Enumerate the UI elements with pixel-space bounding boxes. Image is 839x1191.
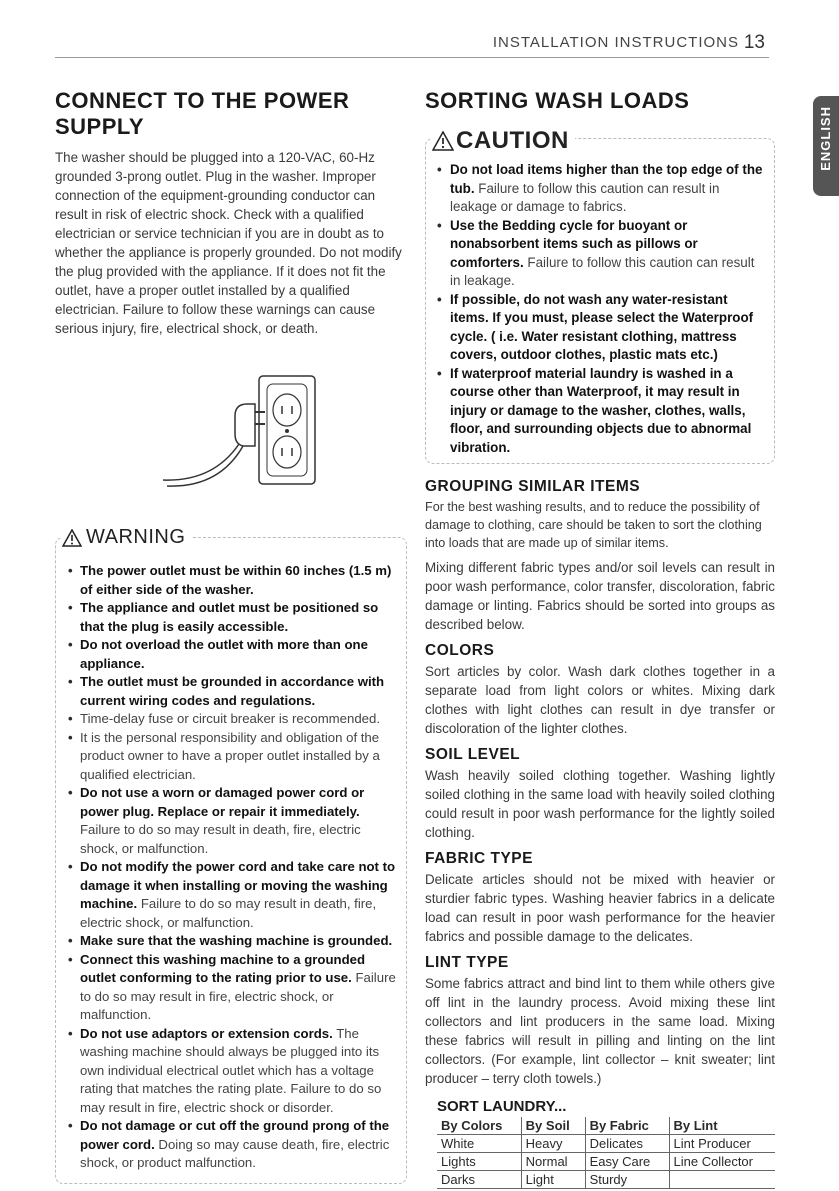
warning-triangle-icon [62,529,82,547]
warning-item: • Connect this washing machine to a grounded outlet conforming to the rating prior to use. Failure to do so may result in fire, electric shock, or malfunction. [66,951,396,1025]
warning-item: • Do not use adaptors or extension cords. The washing machine should always be plugged into its own individual electrical outlet which has a voltage rating that matches the rating plate. Failure to do so may result in fire, electric shock or disorder. [66,1025,396,1118]
lint-title: LINT TYPE [425,954,509,971]
grouping-paragraph-2: Mixing different fabric types and/or soil levels can result in poor wash performance, color transfer, discoloration, fabric damage or linting. Fabrics should be sorted into groups as described below. [425,560,775,632]
caution-triangle-icon [432,131,454,151]
table-header: By Lint [669,1117,775,1135]
lint-body: Some fabrics attract and bind lint to them while others give off lint in the laundry process. Avoid mixing these lint collectors and lint producers in the same load. Mixing these fabrics will result in pilling and linting on the lint collectors. (For example, lint collector – knit sweater; lint producer – terry cloth towels.) [425,976,775,1086]
header-rule [55,57,769,58]
warning-item: • Do not damage or cut off the ground prong of the power cord. Doing so may cause death, fire, electric shock, or product malfunction. [66,1117,396,1173]
caution-item: • Use the Bedding cycle for buoyant or nonabsorbent items such as pillows or comforters. Failure to follow this caution can result in leakage. [434,217,766,291]
table-cell: Light [521,1171,585,1189]
soil-section [425,746,775,842]
caution-item: • If waterproof material laundry is washed in a course other than Waterproof, it may result in injury or damage to the washer, clothes, walls, floor, and surrounding objects due to abnormal vibration. [434,365,766,458]
table-row [437,1153,775,1171]
caution-item: • Do not load items higher than the top edge of the tub. Failure to follow this caution can result in leakage or damage to fabrics. [434,161,766,217]
table-cell: Darks [437,1171,521,1189]
colors-title: COLORS [425,642,495,659]
warning-item: • It is the personal responsibility and obligation of the product owner to have a proper outlet installed by a qualified electrician. [66,729,396,785]
grouping-section [425,478,775,634]
grouping-paragraph-1: For the best washing results, and to reduce the possibility of damage to clothing, care should be taken to sort the clothing into loads that are made up of similar items. [425,500,762,550]
caution-item: • If possible, do not wash any water-resistant items. If you must, please select the Waterproof cycle. ( i.e. Water resistant clothing, mattress covers, outdoor clothes, plastic mats etc.) [434,291,766,365]
table-cell: Heavy [521,1135,585,1153]
colors-section [425,642,775,738]
warning-item: • Do not use a worn or damaged power cord or power plug. Replace or repair it immediately. Failure to do so may result in death, fire, electric shock, or malfunction. [66,784,396,858]
warning-list [66,562,396,1173]
plug-outlet-illustration [143,364,323,504]
caution-heading-text: CAUTION [456,127,569,154]
grouping-title: GROUPING SIMILAR ITEMS [425,478,641,495]
table-cell: Easy Care [585,1153,669,1171]
right-column [425,88,775,1189]
table-cell: Line Collector [669,1153,775,1171]
table-cell: Lights [437,1153,521,1171]
warning-heading-text: WARNING [86,526,186,548]
power-body: The washer should be plugged into a 120-VAC, 60-Hz grounded 3-prong outlet. Plug in the washer. Improper connection of the equipment-grounding conductor can result in risk of electric shock. Check with a qualified electrician or service technician if you are in doubt as to whether the appliance is properly grounded. Do not modify the plug provided with the appliance. If it does not fit the outlet, have a proper outlet installed by a qualified electrician. Failure to follow these warnings can cause serious injury, fire, electrical shock, or death. [55,150,402,336]
table-header: By Colors [437,1117,521,1135]
left-column [55,88,407,1184]
language-tab-label: ENGLISH [818,106,833,171]
sort-laundry-title: SORT LAUNDRY... [437,1098,567,1115]
caution-heading [432,127,575,155]
fabric-body: Delicate articles should not be mixed with heavier or sturdier fabric types. Washing heavier fabrics in a delicate load can result in poor wash performance for the heavier fabrics and possible damage to the delicates. [425,872,775,944]
warning-item: • The appliance and outlet must be positioned so that the plug is easily accessible. [66,599,396,636]
fabric-section [425,850,775,946]
table-row [437,1135,775,1153]
warning-item: • The power outlet must be within 60 inches (1.5 m) of either side of the washer. [66,562,396,599]
warning-item: • Make sure that the washing machine is grounded. [66,932,396,951]
table-cell: Delicates [585,1135,669,1153]
soil-body: Wash heavily soiled clothing together. Washing lightly soiled clothing in the same load with heavily soiled clothing could result in poor wash performance for the lightly soiled clothing. [425,768,775,840]
warning-heading [62,526,191,549]
table-cell [669,1171,775,1189]
soil-title: SOIL LEVEL [425,746,521,763]
caution-box [425,127,775,464]
page-number: 13 [743,32,765,53]
warning-item: • Time-delay fuse or circuit breaker is recommended. [66,710,396,729]
sort-laundry-table [437,1117,775,1189]
table-cell: White [437,1135,521,1153]
table-row [437,1171,775,1189]
table-cell: Normal [521,1153,585,1171]
page-header [0,0,839,60]
colors-body: Sort articles by color. Wash dark clothes together in a separate load from light colors or whites. Mixing dark clothes with light clothes can result in dye transfer or discoloration of the lighter clothes. [425,664,775,736]
fabric-title: FABRIC TYPE [425,850,533,867]
lint-section [425,954,775,1088]
warning-item: • The outlet must be grounded in accordance with current wiring codes and regulations. [66,673,396,710]
table-header-row [437,1117,775,1135]
power-title: CONNECT TO THE POWER SUPPLY [55,88,350,139]
warning-item: • Do not overload the outlet with more than one appliance. [66,636,396,673]
table-header: By Soil [521,1117,585,1135]
header-title: INSTALLATION INSTRUCTIONS [492,34,739,51]
table-header: By Fabric [585,1117,669,1135]
warning-box [55,526,407,1184]
language-tab [813,96,839,196]
caution-list [434,161,766,457]
sorting-title: SORTING WASH LOADS [425,88,690,113]
table-cell: Sturdy [585,1171,669,1189]
warning-item: • Do not modify the power cord and take care not to damage it when installing or moving the washing machine. Failure to do so may result in death, fire, electric shock, or malfunction. [66,858,396,932]
table-cell: Lint Producer [669,1135,775,1153]
